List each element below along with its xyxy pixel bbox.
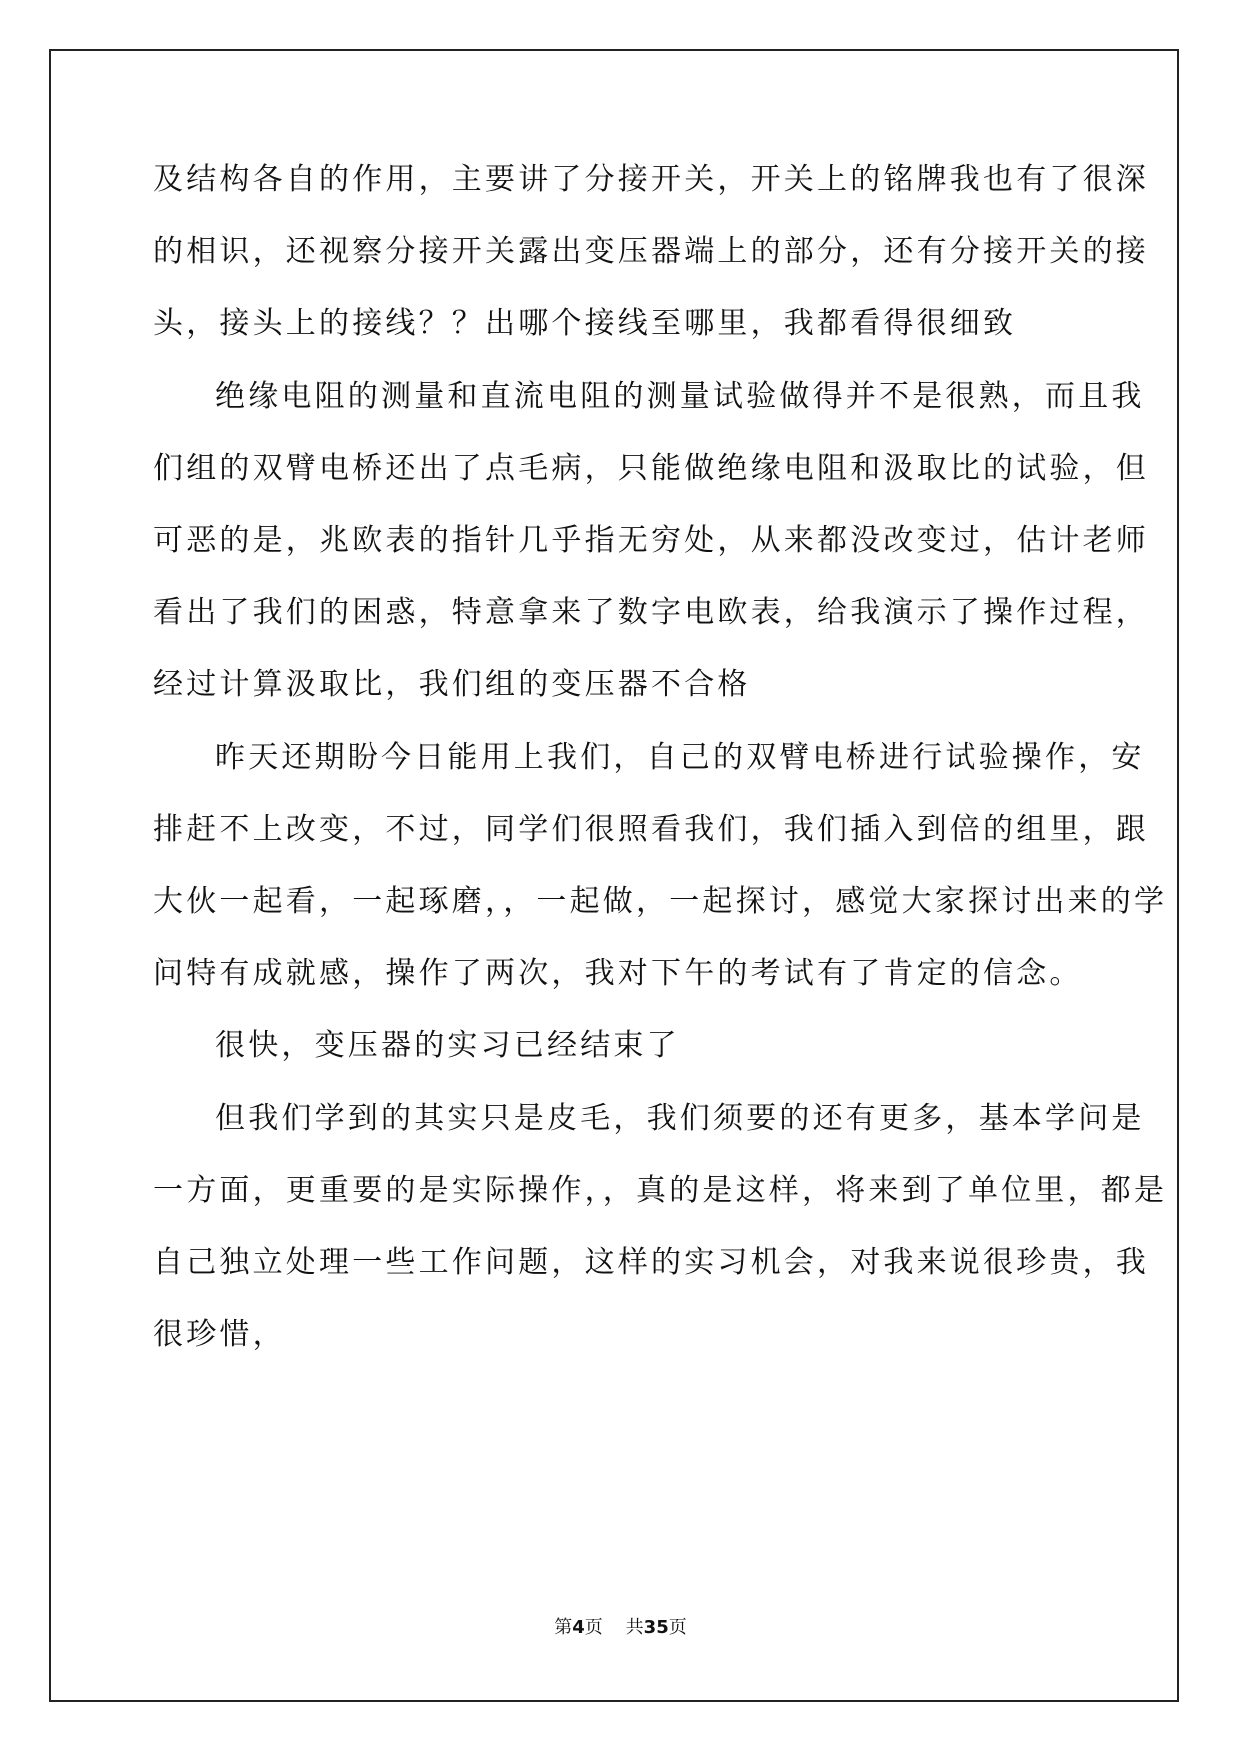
paragraph-line: 绝缘电阻的测量和直流电阻的测量试验做得并不是很熟，而且我 — [215, 378, 1145, 414]
paragraph-line: 问特有成就感，操作了两次，我对下午的考试有了肯定的信念。 — [153, 956, 1083, 992]
paragraph-line: 排赶不上改变，不过，同学们很照看我们，我们插入到倍的组里，跟 — [153, 811, 1149, 847]
paragraph-line: 很珍惜， — [153, 1317, 286, 1353]
paragraph-line: 大伙一起看，一起琢磨，，一起做，一起探讨，感觉大家探讨出来的学 — [153, 884, 1168, 919]
page-border — [49, 49, 1179, 1702]
paragraph-line: 及结构各自的作用，主要讲了分接开关，开关上的铭牌我也有了很深 — [153, 162, 1149, 197]
paragraph-line: 的相识，还视察分接开关露出变压器端上的部分，还有分接开关的接 — [153, 234, 1149, 270]
footer-prefix: 第 — [554, 1617, 573, 1638]
paragraph-line: 昨天还期盼今日能用上我们，自己的双臂电桥进行试验操作，安 — [215, 739, 1145, 775]
paragraph-line: 自己独立处理一些工作问题，这样的实习机会，对我来说很珍贵，我 — [153, 1245, 1149, 1280]
paragraph-line: 很快，变压器的实习已经结束了 — [215, 1028, 680, 1064]
paragraph-line: 们组的双臂电桥还出了点毛病，只能做绝缘电阻和汲取比的试验，但 — [153, 450, 1149, 486]
paragraph-line: 可恶的是，兆欧表的指针几乎指无穷处，从来都没改变过，估计老师 — [153, 523, 1149, 558]
total-page-count: 35 — [643, 1617, 669, 1638]
paragraph-line: 看出了我们的困惑，特意拿来了数字电欧表，给我演示了操作过程， — [153, 595, 1149, 631]
paragraph-line: 头，接头上的接线？？出哪个接线至哪里，我都看得很细致 — [153, 306, 1017, 342]
paragraph-line: 一方面，更重要的是实际操作，，真的是这样，将来到了单位里，都是 — [153, 1172, 1168, 1208]
paragraph-line: 经过计算汲取比，我们组的变压器不合格 — [153, 667, 751, 703]
footer-suffix: 页 — [668, 1617, 687, 1638]
paragraph-line: 但我们学到的其实只是皮毛，我们须要的还有更多，基本学问是 — [215, 1100, 1145, 1136]
page-footer — [0, 1616, 1241, 1640]
footer-middle: 页 共 — [584, 1617, 644, 1638]
current-page-number: 4 — [572, 1617, 585, 1638]
